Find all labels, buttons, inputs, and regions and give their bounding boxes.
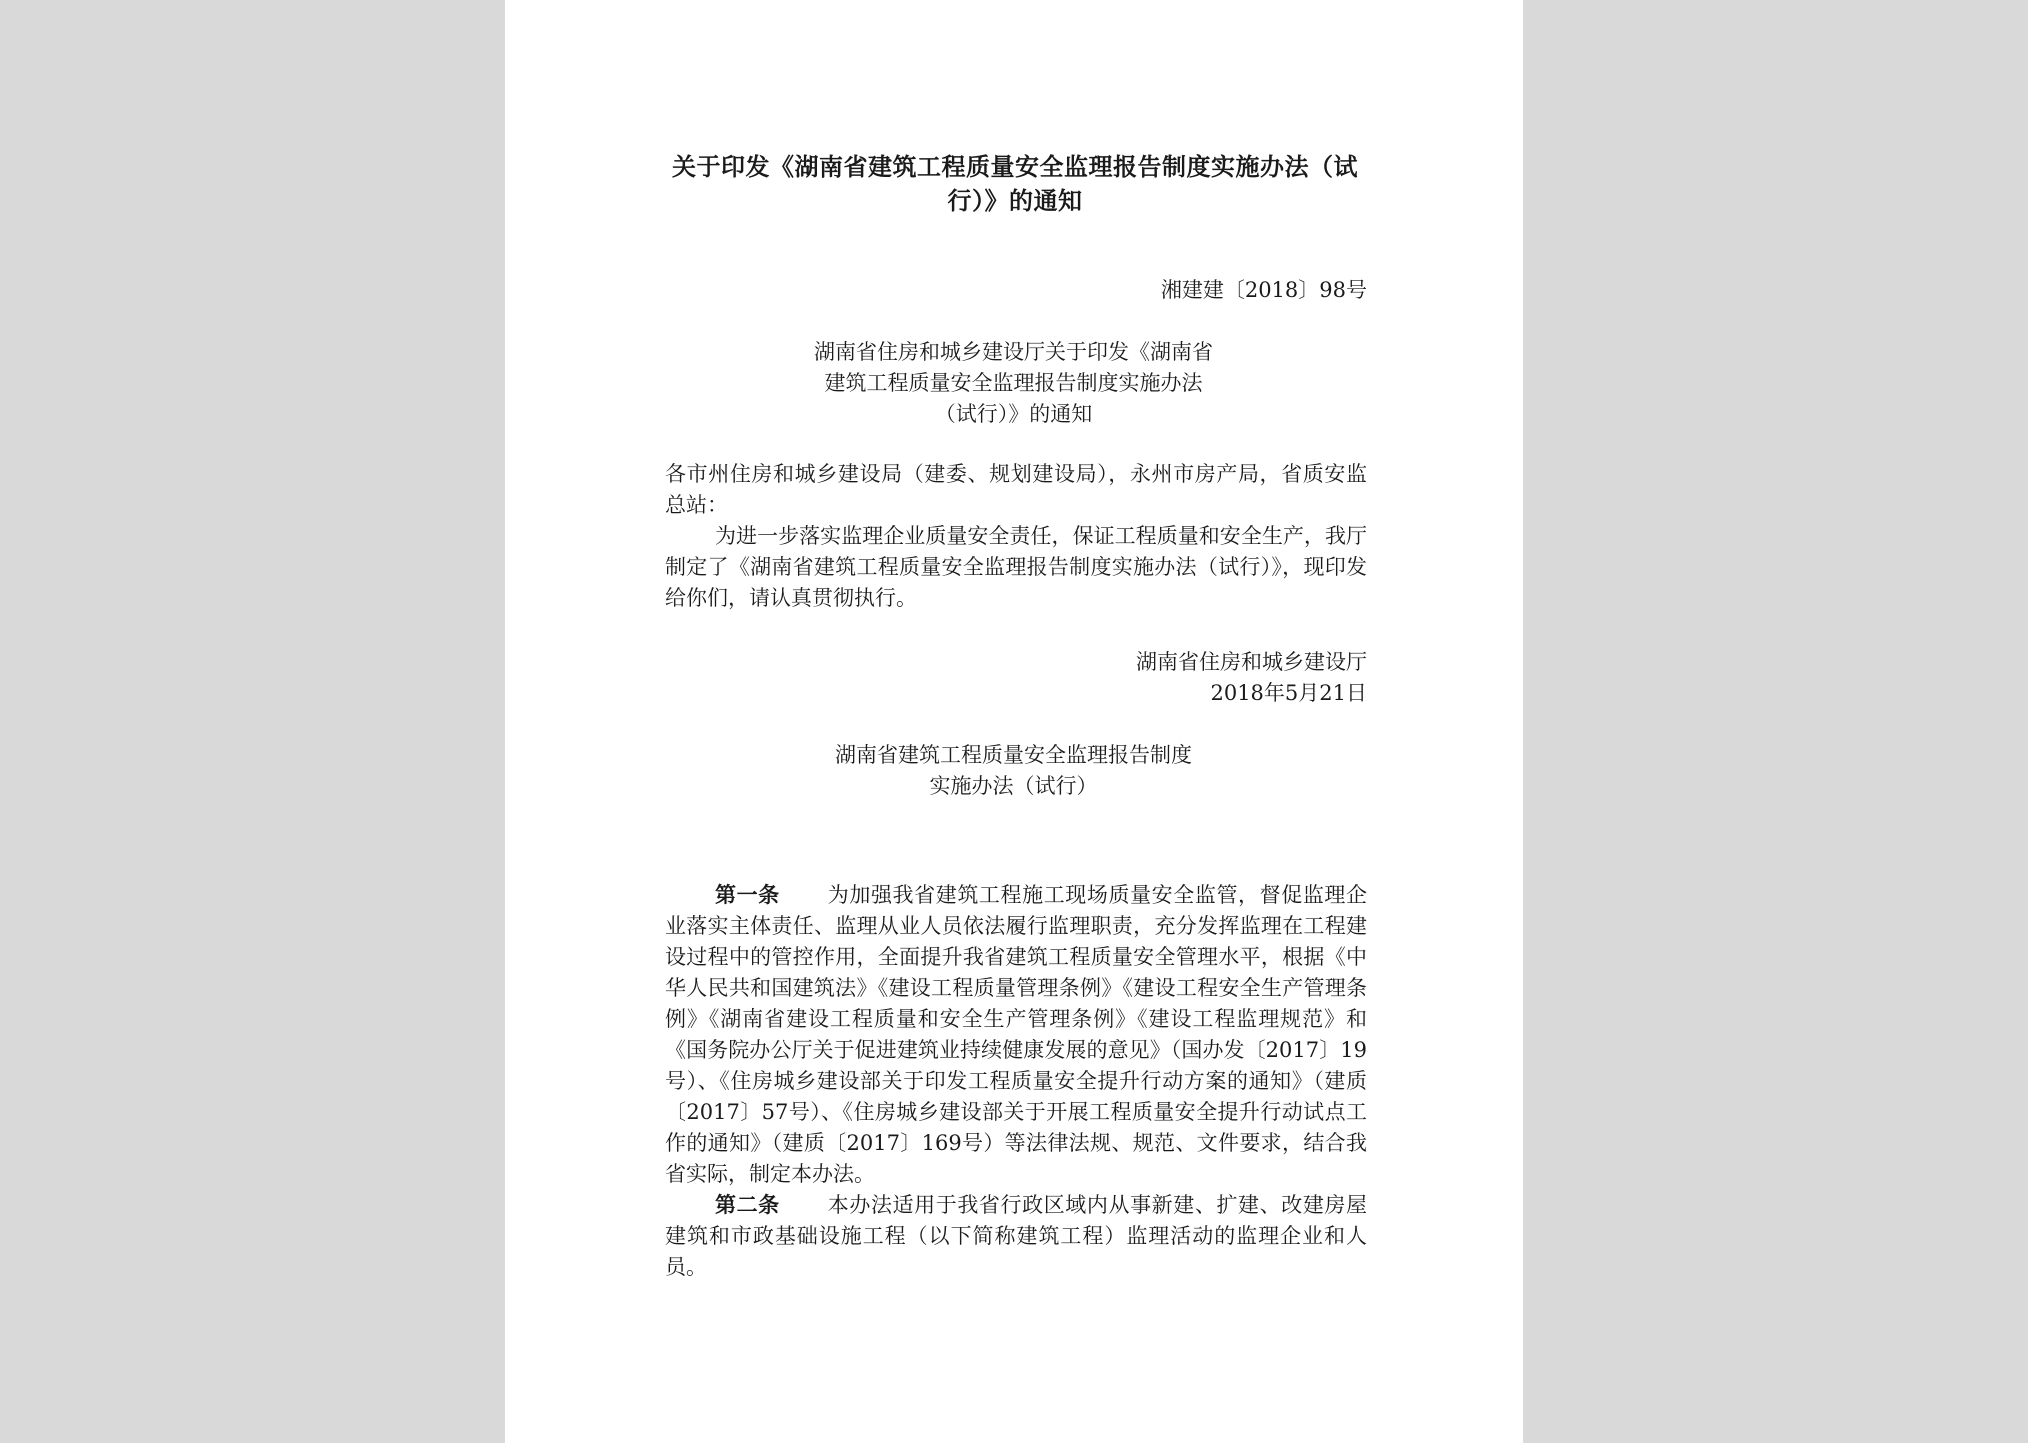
notice-title [660, 337, 1367, 430]
measures-title-line: 湖南省建筑工程质量安全监理报告制度 [835, 743, 1192, 767]
article-number: 第二条 [715, 1193, 780, 1217]
article-text: 本办法适用于我省行政区域内从事新建、扩建、改建房屋建筑和市政基础设施工程（以下简称建筑工程）监理活动的监理企业和人员。 [665, 1193, 1368, 1279]
signature-date: 2018年5月21日 [1210, 681, 1367, 705]
recipients: 各市州住房和城乡建设局（建委、规划建设局），永州市房产局，省质安监总站： [665, 462, 1367, 517]
notice-body [665, 459, 1367, 614]
measures-title-line: 实施办法（试行） [929, 774, 1098, 798]
intro-paragraph: 为进一步落实监理企业质量安全责任，保证工程质量和安全生产，我厅制定了《湖南省建筑工程质量安全监理报告制度实施办法（试行）》，现印发给你们，请认真贯彻执行。 [665, 524, 1367, 610]
articles [665, 880, 1367, 1283]
article [665, 880, 1367, 1190]
signature-block [660, 647, 1367, 709]
document-title: 关于印发《湖南省建筑工程质量安全监理报告制度实施办法（试行）》的通知 [672, 153, 1358, 215]
notice-title-line: （试行）》的通知 [934, 402, 1093, 426]
document-number: 湘建建〔2018〕98号 [1160, 278, 1367, 302]
signature-organization: 湖南省住房和城乡建设厅 [1136, 650, 1367, 674]
measures-title [660, 740, 1367, 802]
notice-title-line: 建筑工程质量安全监理报告制度实施办法 [824, 371, 1203, 395]
article-number: 第一条 [715, 883, 780, 907]
document-page [505, 0, 1523, 1443]
article [665, 1190, 1367, 1283]
article-text: 为加强我省建筑工程施工现场质量安全监管，督促监理企业落实主体责任、监理从业人员依法履行监理职责，充分发挥监理在工程建设过程中的管控作用，全面提升我省建筑工程质量安全管理水平，根据《中华人民共和国建筑法》《建设工程质量管理条例》《建设工程安全生产管理条例》《湖南省建设工程质量和安全生产管理条例》《建设工程监理规范》和《国务院办公厅关于促进建筑业持续健康发展的意见》（国办发〔2017〕19号）、《住房城乡建设部关于印发工程质量安全提升行动方案的通知》（建质〔2017〕57号）、《住房城乡建设部关于开展工程质量安全提升行动试点工作的通知》（建质〔2017〕169号）等法律法规、规范、文件要求，结合我省实际，制定本办法。 [665, 883, 1368, 1186]
notice-title-line: 湖南省住房和城乡建设厅关于印发《湖南省 [814, 340, 1213, 364]
